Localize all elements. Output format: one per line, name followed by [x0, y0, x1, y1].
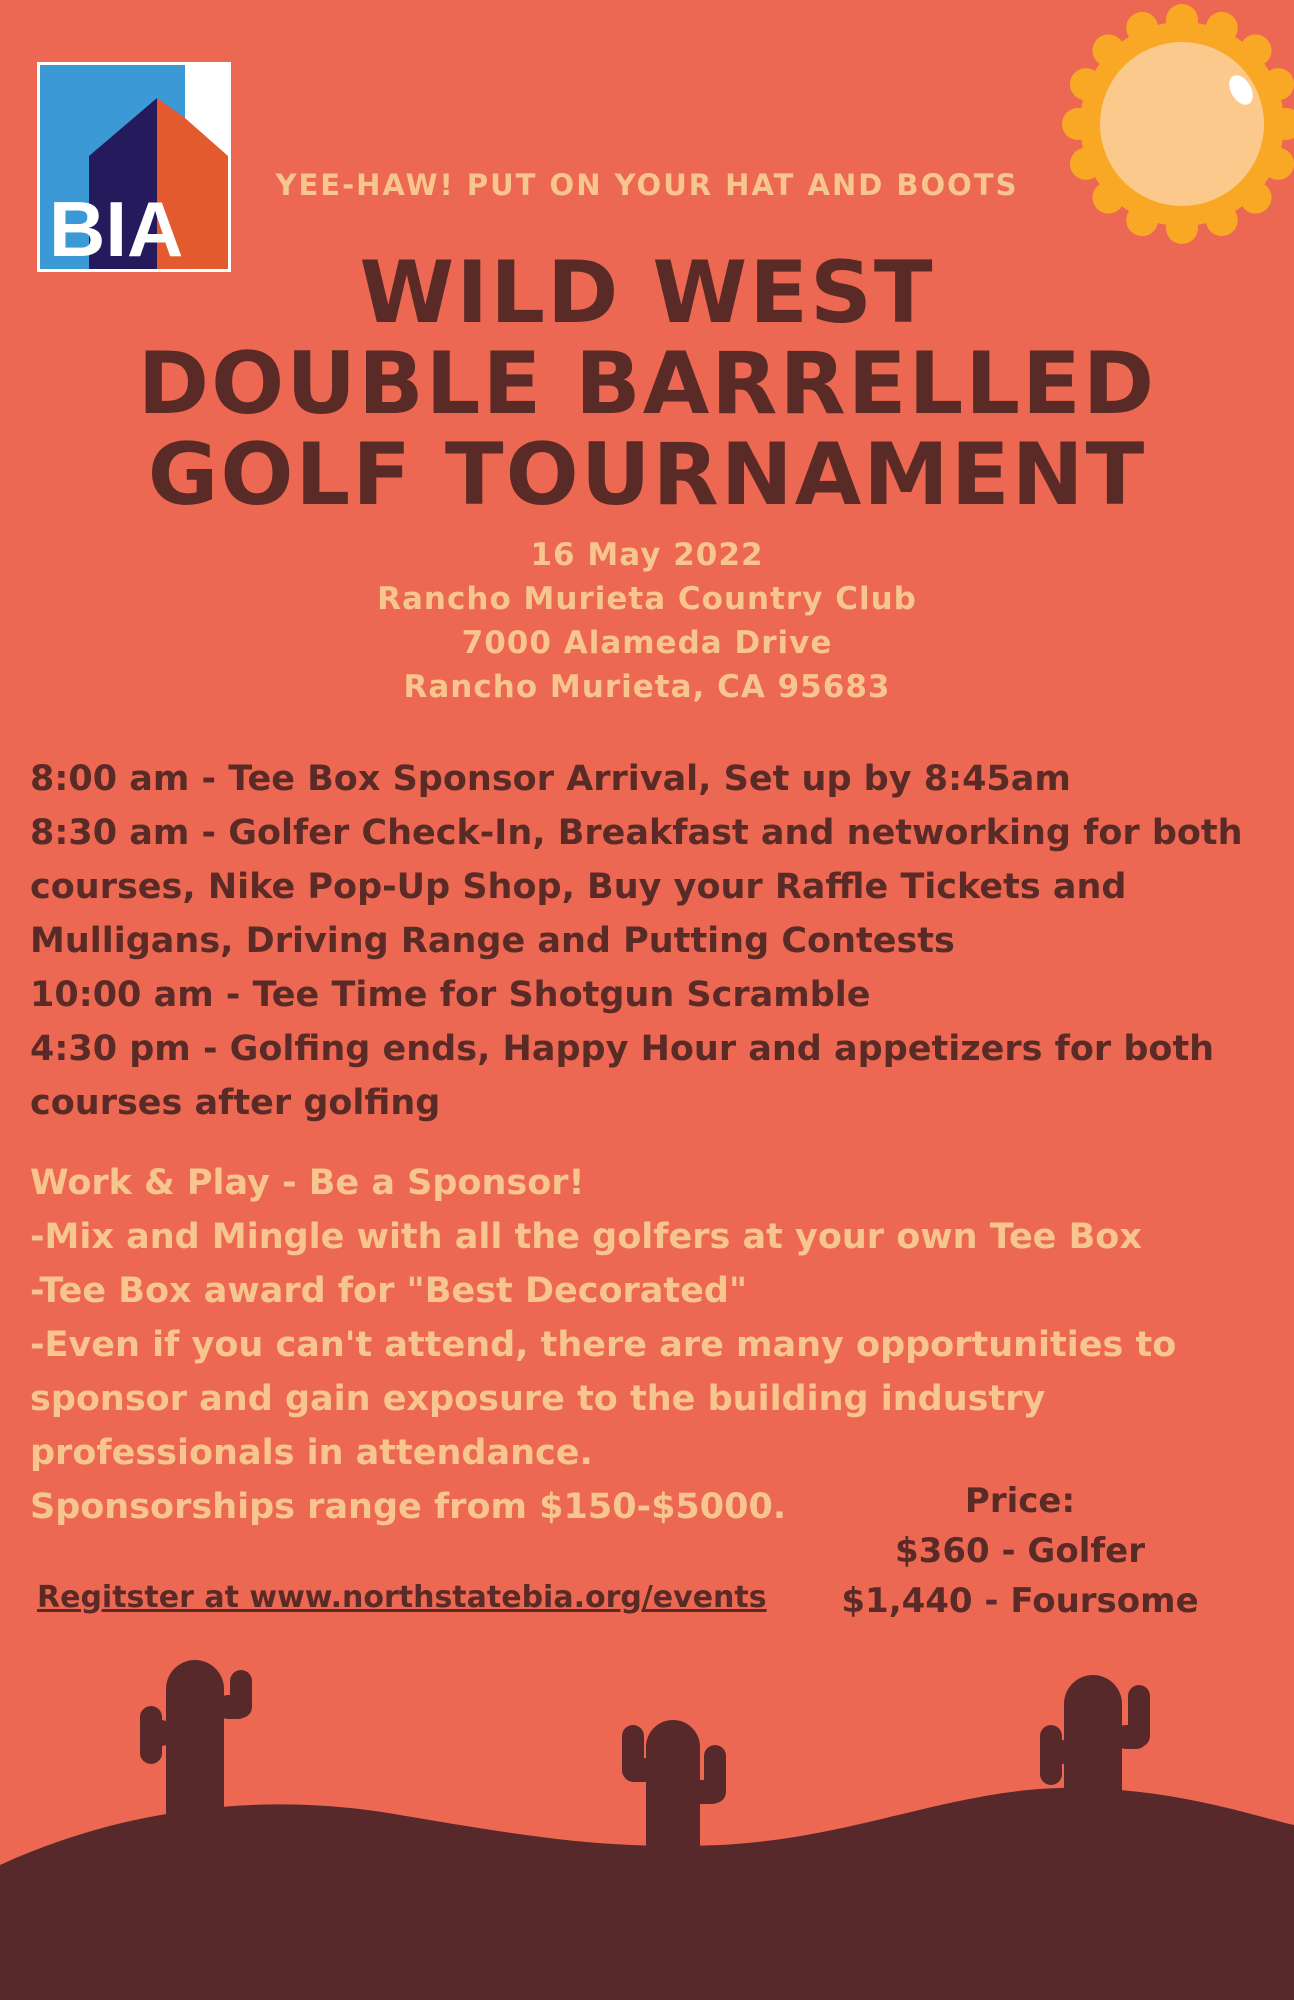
sponsorship-bullet: -Mix and Mingle with all the golfers at your own Tee Box: [30, 1217, 1142, 1257]
sponsorship-heading: Work & Play - Be a Sponsor!: [30, 1163, 585, 1203]
event-city: Rancho Murieta, CA 95683: [403, 669, 891, 705]
event-info: [0, 533, 1294, 709]
event-venue: Rancho Murieta Country Club: [377, 581, 917, 617]
register-link[interactable]: Regitster at www.northstatebia.org/events: [37, 1580, 767, 1615]
schedule-item: 8:00 am - Tee Box Sponsor Arrival, Set up by 8:45am: [30, 759, 1071, 799]
schedule-item: 8:30 am - Golfer Check-In, Breakfast and networking for both courses, Nike Pop-Up Shop, Buy your Raffle Tickets and Mulligans, Driving Range and Putting Contests: [30, 813, 1243, 961]
sponsorship-bullet: -Even if you can't attend, there are many opportunities to sponsor and gain exposure to the building industry professionals in attendance.: [30, 1325, 1177, 1473]
title-line-1: WILD WEST: [359, 243, 935, 343]
title-line-3: GOLF TOURNAMENT: [147, 425, 1147, 525]
schedule-item: 4:30 pm - Golfing ends, Happy Hour and appetizers for both courses after golfing: [30, 1029, 1215, 1123]
sun-icon: [1058, 0, 1294, 256]
logo-text: BIA: [49, 185, 184, 272]
event-date: 16 May 2022: [530, 537, 764, 573]
schedule: [30, 752, 1280, 1130]
sponsorship-range: Sponsorships range from $150-$5000.: [30, 1487, 787, 1527]
price-golfer: $360 - Golfer: [895, 1531, 1145, 1571]
price-foursome: $1,440 - Foursome: [841, 1581, 1199, 1621]
desert-landscape: [0, 1640, 1294, 2000]
bia-logo: [37, 62, 231, 272]
sponsorship-bullet: -Tee Box award for "Best Decorated": [30, 1271, 748, 1311]
schedule-item: 10:00 am - Tee Time for Shotgun Scramble: [30, 975, 871, 1015]
title-line-2: DOUBLE BARRELLED: [137, 334, 1157, 434]
price-label: Price:: [964, 1481, 1076, 1521]
event-street: 7000 Alameda Drive: [461, 625, 833, 661]
tagline: YEE-HAW! PUT ON YOUR HAT AND BOOTS: [275, 168, 1019, 202]
price-block: [840, 1476, 1200, 1626]
